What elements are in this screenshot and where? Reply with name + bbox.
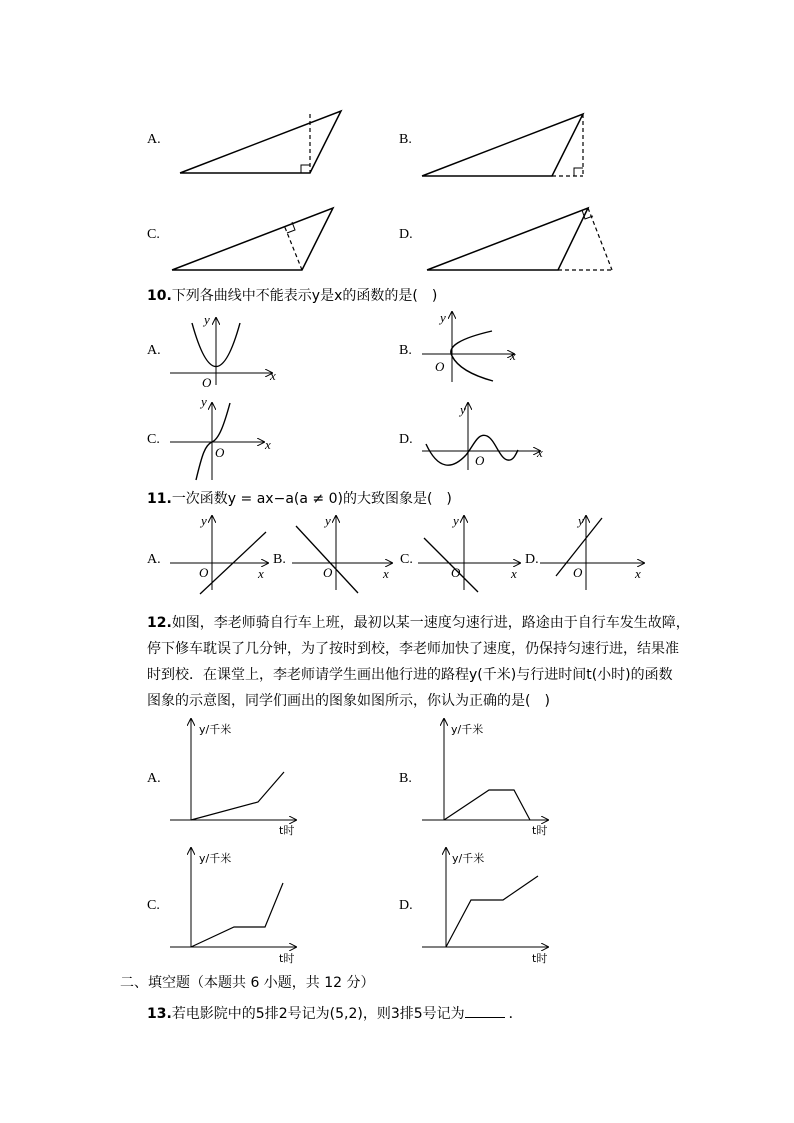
q11c-y-label: y — [453, 513, 459, 528]
q10-number: 10. — [147, 288, 172, 304]
q11d-y-label: y — [578, 513, 584, 528]
q12b-x-label: t时 — [532, 824, 548, 837]
q13-text: 若电影院中的5排2号记为(5,2)，则3排5号记为 — [171, 1006, 465, 1022]
q10d-y-label: y — [460, 402, 466, 417]
q13-number: 13. — [147, 1006, 172, 1022]
q12-option-a[interactable]: A. — [147, 771, 161, 786]
q10-option-b[interactable]: B. — [399, 343, 412, 358]
q13-answer-blank[interactable] — [465, 1005, 505, 1018]
q10a-y-label: y — [204, 312, 210, 327]
q12d-y-label: y/千米 — [452, 852, 485, 865]
q12-line-1-text: 如图，李老师骑自行车上班，最初以某一速度匀速行进，路途由于自行车发生故障， — [171, 615, 690, 631]
q10a-x-label: x — [270, 368, 276, 383]
q10b-origin: O — [435, 359, 445, 374]
q10-option-a[interactable]: A. — [147, 343, 161, 358]
section-2-title: 二、填空题（本题共 6 小题，共 12 分） — [120, 975, 375, 991]
q12-option-d[interactable]: D. — [399, 898, 413, 913]
q11a-x-label: x — [258, 566, 264, 581]
q10b-y-label: y — [440, 310, 446, 325]
q11b-x-label: x — [383, 566, 389, 581]
q12-line-2: 停下修车耽误了几分钟，为了按时到校，李老师加快了速度，仍保持匀速行进，结果准 — [147, 641, 679, 657]
q10b-x-label: x — [510, 348, 516, 363]
q10c-x-label: x — [265, 437, 271, 452]
q11-option-a[interactable]: A. — [147, 552, 161, 567]
q10-option-d[interactable]: D. — [399, 432, 413, 447]
q12c-y-label: y/千米 — [199, 852, 232, 865]
q11b-origin: O — [323, 565, 333, 580]
q11a-y-label: y — [201, 513, 207, 528]
q11d-origin: O — [573, 565, 583, 580]
q11-option-b[interactable]: B. — [273, 552, 286, 567]
q11-number: 11. — [147, 491, 172, 507]
q9-option-d[interactable]: D. — [399, 227, 413, 242]
q12a-y-label: y/千米 — [199, 723, 232, 736]
q12-line-3: 时到校．在课堂上，李老师请学生画出他行进的路程y(千米)与行进时间t(小时)的函数 — [147, 667, 673, 683]
q11c-x-label: x — [511, 566, 517, 581]
q10d-origin: O — [475, 453, 485, 468]
q12a-x-label: t时 — [279, 824, 295, 837]
q12-option-c[interactable]: C. — [147, 898, 160, 913]
q12b-y-label: y/千米 — [451, 723, 484, 736]
q12-option-b[interactable]: B. — [399, 771, 412, 786]
q11-text: 一次函数y = ax−a(a ≠ 0)的大致图象是( ) — [171, 491, 452, 507]
q10-option-c[interactable]: C. — [147, 432, 160, 447]
q9-option-a[interactable]: A. — [147, 132, 161, 147]
q12c-x-label: t时 — [279, 952, 295, 965]
q11-option-d[interactable]: D. — [525, 552, 539, 567]
q10c-y-label: y — [201, 394, 207, 409]
q9-option-c[interactable]: C. — [147, 227, 160, 242]
q11d-x-label: x — [635, 566, 641, 581]
q11c-origin: O — [451, 565, 461, 580]
q12-line-4: 图象的示意图，同学们画出的图象如图所示，你认为正确的是( ) — [147, 693, 550, 709]
q13-stem — [147, 1005, 523, 1021]
q12d-x-label: t时 — [532, 952, 548, 965]
q9-option-b[interactable]: B. — [399, 132, 412, 147]
q10-text: 下列各曲线中不能表示y是x的函数的是( ) — [171, 288, 438, 304]
q10a-origin: O — [202, 375, 212, 390]
q11a-origin: O — [199, 565, 209, 580]
q10d-x-label: x — [537, 445, 543, 460]
q11-option-c[interactable]: C. — [400, 552, 413, 567]
q13-end: ． — [508, 1006, 523, 1022]
q11b-y-label: y — [325, 513, 331, 528]
q10c-origin: O — [215, 445, 225, 460]
q12-number: 12. — [147, 615, 172, 631]
